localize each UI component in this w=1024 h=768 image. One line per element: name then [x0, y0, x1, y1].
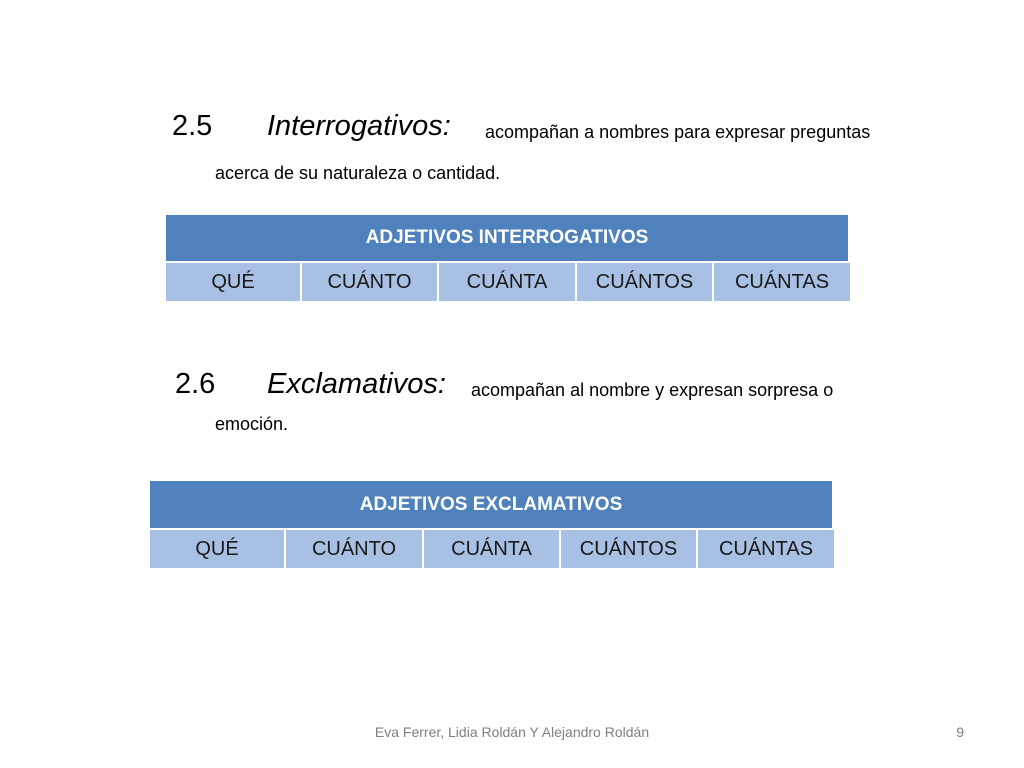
table-cell: CUÁNTOS [561, 530, 698, 568]
footer-authors: Eva Ferrer, Lidia Roldán Y Alejandro Roldán [374, 724, 650, 740]
table-cell: CUÁNTAS [698, 530, 834, 568]
section-term: Interrogativos: [267, 110, 451, 142]
table-cell: CUÁNTOS [577, 263, 714, 301]
table-cell: CUÁNTA [424, 530, 561, 568]
table-cell: CUÁNTAS [714, 263, 850, 301]
table-cell: CUÁNTO [286, 530, 424, 568]
table-header: ADJETIVOS EXCLAMATIVOS [150, 481, 832, 530]
section-description: acompañan al nombre y expresan sorpresa o [471, 380, 834, 400]
section-description-continued: emoción. [215, 414, 289, 434]
table-cell: CUÁNTO [302, 263, 439, 301]
table-cell: CUÁNTA [439, 263, 577, 301]
table-row [166, 263, 850, 301]
page-number: 9 [956, 724, 964, 740]
section-description: acompañan a nombres para expresar preguntas [485, 122, 871, 142]
section-number: 2.5 [172, 110, 213, 142]
table-cell: QUÉ [166, 263, 302, 301]
table-cell: QUÉ [150, 530, 286, 568]
table-row [150, 530, 834, 568]
section-description-continued: acerca de su naturaleza o cantidad. [215, 163, 501, 183]
section-number: 2.6 [175, 368, 216, 400]
section-term: Exclamativos: [267, 368, 446, 400]
table-header: ADJETIVOS INTERROGATIVOS [166, 215, 848, 263]
